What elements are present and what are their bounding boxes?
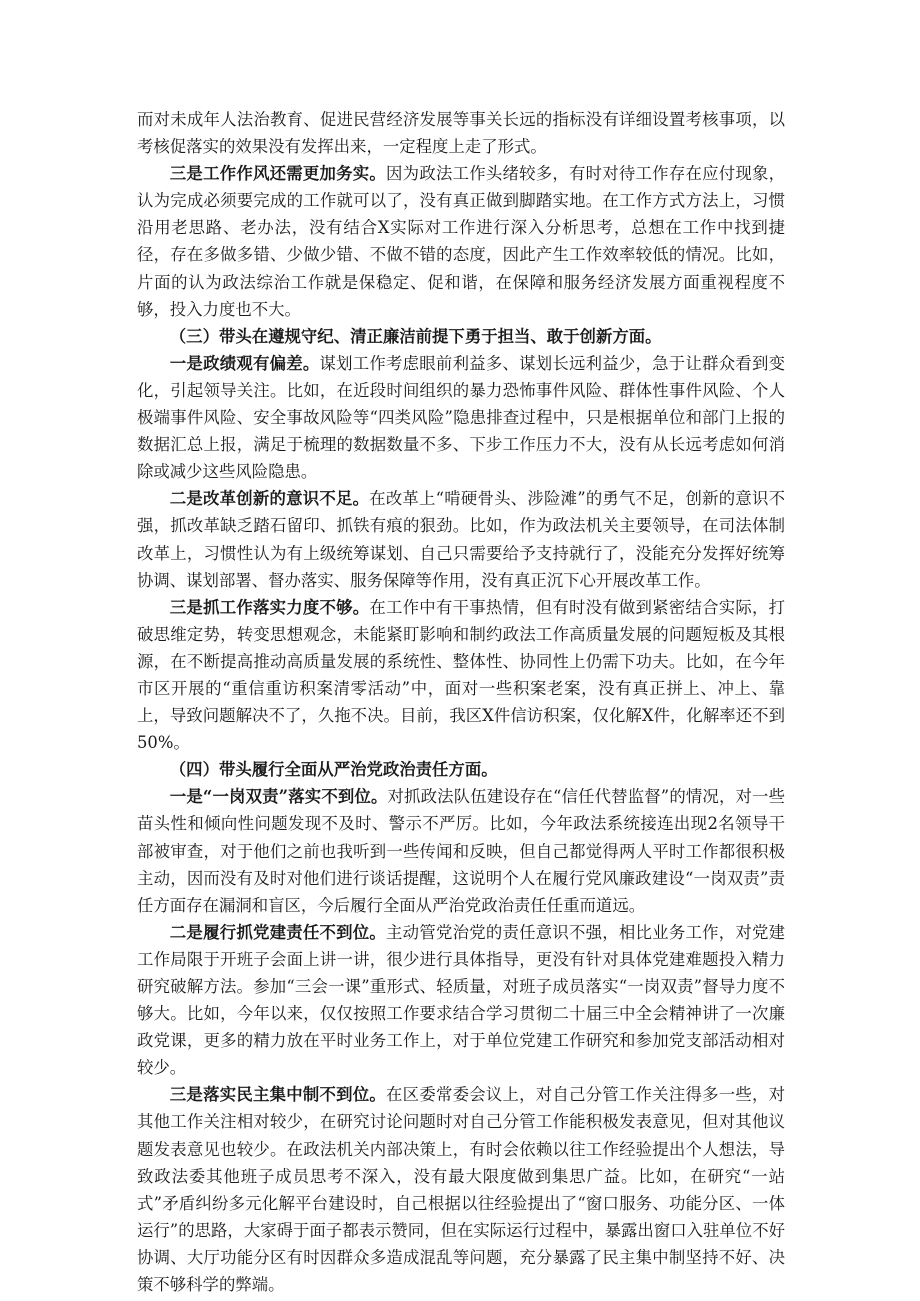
paragraph-implementation bbox=[137, 594, 785, 757]
paragraph-lead: 三是工作作风还需更加务实。 bbox=[169, 164, 387, 184]
paragraph-text: 因为政法工作头绪较多，有时对待工作存在应付现象，认为完成必须要完成的工作就可以了，没有真正做到脚踏实地。在工作方式方法上，习惯沿用老思路、老办法，没有结合X实际对工作进行深入分析思考，总想在工作中找到捷径，存在多做多错、少做少错、不做不错的态度，因此产生工作效率较低的情况。比如，片面的认为政法综治工作就是保稳定、促和谐，在保障和服务经济发展方面重视程度不够，投入力度也不大。 bbox=[137, 164, 786, 319]
paragraph-text: 在工作中有干事热情，但有时没有做到紧密结合实际，打破思维定势，转变思想观念，未能紧盯影响和制约政法工作高质量发展的问题短板及其根源，在不断提高推动高质量发展的系统性、整体性、协同性上仍需下功夫。比如，在今年市区开展的“重信重访积案清零活动”中，面对一些积案老案，没有真正拼上、冲上、靠上，导致问题解决不了，久拖不决。目前，我区X件信访积案，仅化解X件，化解率还不到50%。 bbox=[137, 597, 786, 753]
paragraph-text: 谋划工作考虑眼前利益多、谋划长远利益少，急于让群众看到变化，引起领导关注。比如，在近段时间组织的暴力恐怖事件风险、群体性事件风险、个人极端事件风险、安全事故风险等“四类风险”隐患排查过程中，只是根据单位和部门上报的数据汇总上报，满足于梳理的数据数量不多、下步工作压力不大，没有从长远考虑如何消除或减少这些风险隐患。 bbox=[137, 353, 785, 482]
paragraph-performance-view bbox=[137, 350, 785, 485]
paragraph-text: 在改革上“啃硬骨头、涉险滩”的勇气不足，创新的意识不强，抓改革缺乏踏石留印、抓铁有痕的狠劲。比如，作为政法机关主要领导，在司法体制改革上，习惯性认为有上级统筹谋划、自己只需要给予支持就行了，没能充分发挥好统筹协调、谋划部署、督办落实、服务保障等作用，没有真正沉下心开展改革工作。 bbox=[137, 489, 785, 590]
paragraph-text: 对抓政法队伍建设存在“信任代替监督”的情况，对一些苗头性和倾向性问题发现不及时、警示不严厉。比如，今年政法系统接连出现2名领导干部被审查，对于他们之前也我听到一些传闻和反映，但自己都觉得两人平时工作都很积极主动，因而没有及时对他们进行谈话提醒，这说明个人在履行党风廉政建设“一岗双责”责任方面存在漏洞和盲区，今后履行全面从严治党政治责任任重而道远。 bbox=[137, 787, 785, 915]
paragraph-lead: 二是改革创新的意识不足。 bbox=[169, 489, 370, 509]
paragraph-party-building bbox=[137, 919, 785, 1082]
paragraph-text: 而对未成年人法治教育、促进民营经济发展等事关长远的指标没有详细设置考核事项，以考核促落实的效果没有发挥出来，一定程度上走了形式。 bbox=[137, 110, 785, 157]
paragraph-work-style bbox=[137, 160, 785, 323]
section-heading-3: （三）带头在遵规守纪、清正廉洁前提下勇于担当、敢于创新方面。 bbox=[169, 326, 662, 346]
paragraph-lead: 三是落实民主集中制不到位。 bbox=[169, 1085, 387, 1105]
paragraph-lead: 三是抓工作落实力度不够。 bbox=[169, 597, 370, 617]
paragraph-text: 在区委常委会议上，对自己分管工作关注得多一些，对其他工作关注相对较少，在研究讨论问题时对自己分管工作能积极发表意见，但对其他议题发表意见也较少。在政法机关内部决策上，有时会依赖以往工作经验提出个人想法，导致政法委其他班子成员思考不深入，没有最大限度做到集思广益。比如，在研究“一站式”矛盾纠纷多元化解平台建设时，自己根据以往经验提出了“窗口服务、功能分区、一体运行”的思路，大家碍于面子都表示赞同，但在实际运行过程中，暴露出窗口入驻单位不好协调、大厅功能分区有时因群众多造成混乱等问题，充分暴露了民主集中制坚持不好、决策不够科学的弊端。 bbox=[137, 1085, 786, 1295]
paragraph-text: 主动管党治党的责任意识不强，相比业务工作，对党建工作局限于开班子会面上讲一讲，很少进行具体指导，更没有针对具体党建难题投入精力研究破解方法。参加“三会一课”重形式、轻质量，对班子成员落实“一岗双责”督导力度不够大。比如，今年以来，仅仅按照工作要求结合学习贯彻二十届三中全会精神讲了一次廉政党课，更多的精力放在平时业务工作上，对于单位党建工作研究和参加党支部活动相对较少。 bbox=[137, 922, 786, 1078]
paragraph-lead: 二是履行抓党建责任不到位。 bbox=[169, 922, 387, 942]
paragraph-democratic-centralism bbox=[137, 1081, 785, 1298]
paragraph-lead: 一是“一岗双责”落实不到位。 bbox=[169, 787, 388, 807]
document-body bbox=[137, 106, 785, 1298]
paragraph-continuation bbox=[137, 106, 785, 160]
paragraph-lead: 一是政绩观有偏差。 bbox=[169, 353, 320, 373]
paragraph-one-post-two-duties bbox=[137, 783, 785, 918]
section-heading-4: （四）带头履行全面从严治党政治责任方面。 bbox=[169, 760, 498, 780]
paragraph-reform-innovation bbox=[137, 485, 785, 593]
